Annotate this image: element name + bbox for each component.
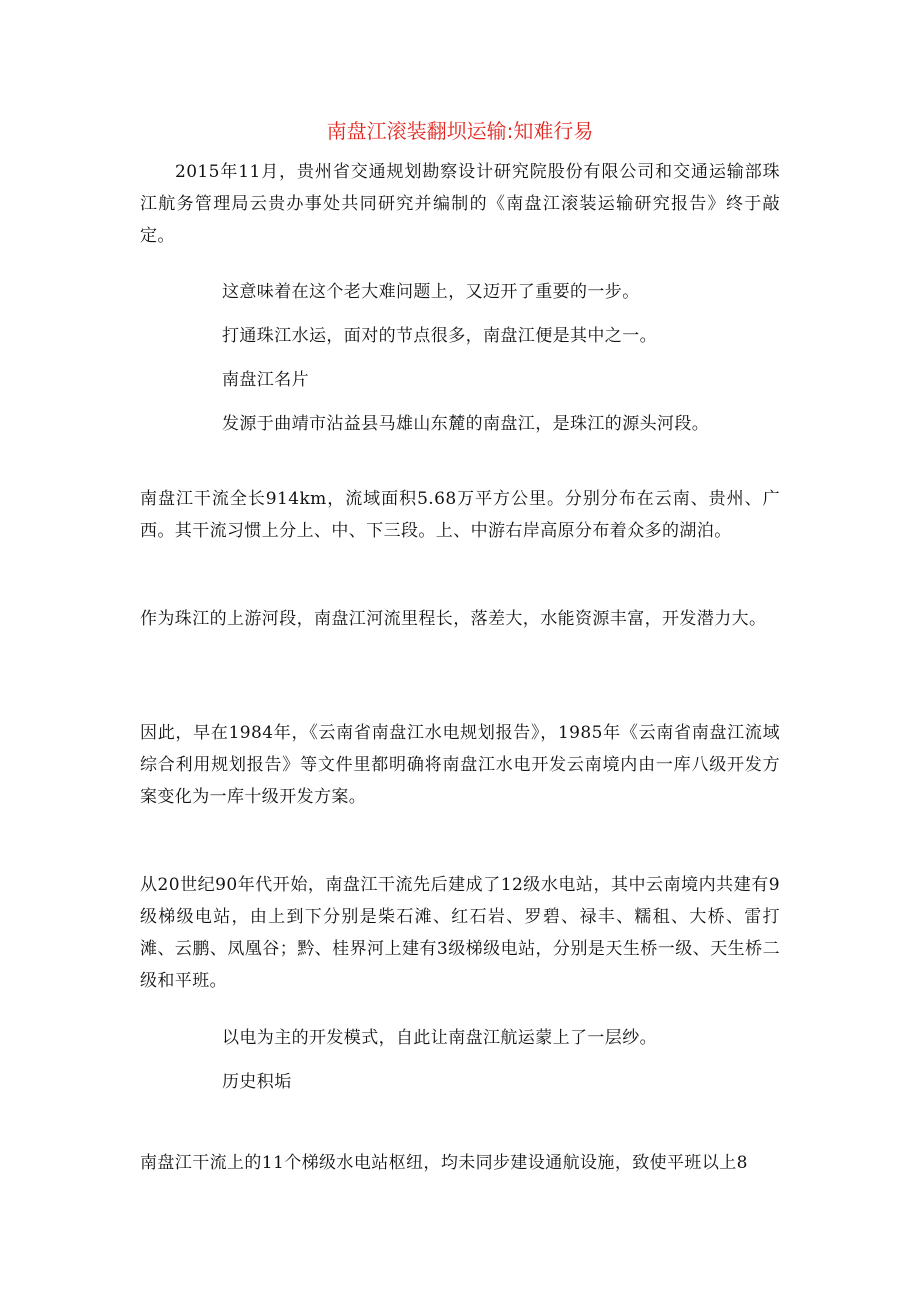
section-heading-profile: 南盘江名片 bbox=[222, 370, 309, 390]
section-heading-history: 历史积垢 bbox=[222, 1072, 292, 1092]
document-title: 南盘江滚装翻坝运输:知难行易 bbox=[326, 119, 594, 143]
paragraph-nodes: 打通珠江水运，面对的节点很多，南盘江便是其中之一。 bbox=[222, 326, 657, 346]
paragraph-dams: 南盘江干流上的11个梯级水电站枢纽，均未同步建设通航设施，致使平班以上8 bbox=[140, 1153, 748, 1173]
paragraph-hydropower: 从20世纪90年代开始，南盘江干流先后建成了12级水电站，其中云南境内共建有9级梯级电站，由上到下分别是柴石滩、红石岩、罗碧、禄丰、糯租、大桥、雷打滩、云鹏、凤凰谷；黔、桂界河上建有3级梯级电站，分别是天生桥一级、天生桥二级和平班。 bbox=[140, 875, 780, 991]
paragraph-planning: 因此，早在1984年，《云南省南盘江水电规划报告》，1985年《云南省南盘江流域综合利用规划报告》等文件里都明确将南盘江水电开发云南境内由一库八级开发方案变化为一库十级开发方案。 bbox=[140, 723, 780, 807]
paragraph-intro: 2015年11月，贵州省交通规划勘察设计研究院股份有限公司和交通运输部珠江航务管理局云贵办事处共同研究并编制的《南盘江滚装运输研究报告》终于敲定。 bbox=[140, 162, 780, 246]
paragraph-source: 发源于曲靖市沾益县马雄山东麓的南盘江，是珠江的源头河段。 bbox=[222, 414, 710, 434]
paragraph-upstream: 作为珠江的上游河段，南盘江河流里程长，落差大，水能资源丰富，开发潜力大。 bbox=[140, 609, 767, 629]
paragraph-significance: 这意味着在这个老大难问题上，又迈开了重要的一步。 bbox=[222, 282, 640, 302]
paragraph-length-area: 南盘江干流全长914km，流域面积5.68万平方公里。分别分布在云南、贵州、广西。其干流习惯上分上、中、下三段。上、中游右岸高原分布着众多的湖泊。 bbox=[140, 489, 780, 541]
paragraph-development-mode: 以电为主的开发模式，自此让南盘江航运蒙上了一层纱。 bbox=[222, 1028, 657, 1048]
